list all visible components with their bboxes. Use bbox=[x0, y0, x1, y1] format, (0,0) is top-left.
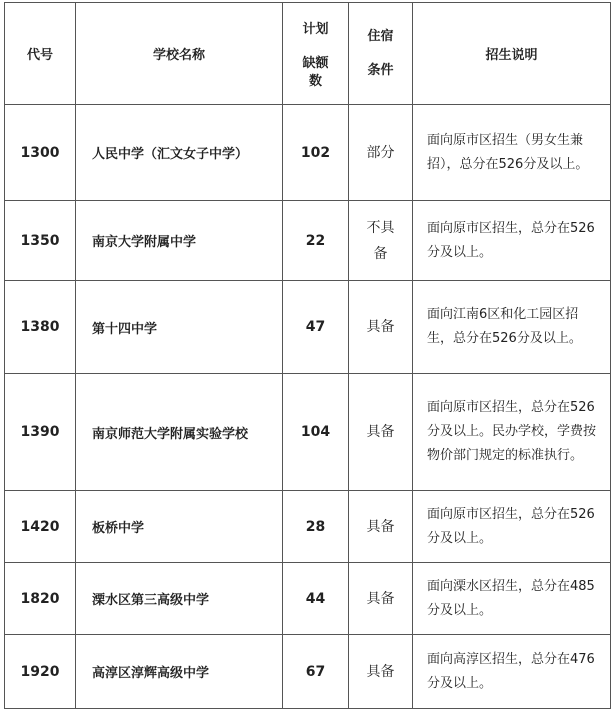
cell-school-name: 南京大学附属中学 bbox=[76, 201, 283, 281]
table-row bbox=[5, 105, 611, 201]
header-quota-line1: 计划 bbox=[302, 21, 329, 37]
cell-admission-note: 面向原市区招生，总分在526分及以上。民办学校，学费按物价部门规定的标准执行。 bbox=[413, 374, 611, 491]
cell-boarding bbox=[349, 374, 413, 491]
admissions-table-container bbox=[4, 2, 610, 709]
cell-quota: 102 bbox=[283, 105, 349, 201]
header-quota-line3: 数 bbox=[308, 73, 322, 89]
table-row bbox=[5, 374, 611, 491]
cell-boarding bbox=[349, 491, 413, 563]
header-admission-notes: 招生说明 bbox=[413, 3, 611, 105]
cell-code: 1390 bbox=[5, 374, 76, 491]
table-row bbox=[5, 201, 611, 281]
cell-admission-note: 面向原市区招生（男女生兼招），总分在526分及以上。 bbox=[413, 105, 611, 201]
cell-quota: 104 bbox=[283, 374, 349, 491]
cell-admission-note: 面向江南6区和化工园区招生，总分在526分及以上。 bbox=[413, 281, 611, 374]
cell-boarding bbox=[349, 281, 413, 374]
cell-school-name: 高淳区淳辉高级中学 bbox=[76, 635, 283, 709]
cell-school-name: 溧水区第三高级中学 bbox=[76, 563, 283, 635]
header-code: 代号 bbox=[5, 3, 76, 105]
table-row bbox=[5, 281, 611, 374]
cell-quota: 22 bbox=[283, 201, 349, 281]
table-header-row bbox=[5, 3, 611, 105]
header-boarding-line1: 住宿 bbox=[367, 28, 394, 44]
table-row bbox=[5, 635, 611, 709]
cell-code: 1920 bbox=[5, 635, 76, 709]
cell-boarding-text: 具备 bbox=[366, 663, 395, 680]
cell-boarding-text: 不具备 bbox=[366, 219, 395, 262]
cell-school-name: 人民中学（汇文女子中学） bbox=[76, 105, 283, 201]
cell-quota: 67 bbox=[283, 635, 349, 709]
cell-code: 1350 bbox=[5, 201, 76, 281]
cell-boarding bbox=[349, 201, 413, 281]
cell-quota: 47 bbox=[283, 281, 349, 374]
cell-code: 1420 bbox=[5, 491, 76, 563]
header-boarding bbox=[349, 3, 413, 105]
cell-admission-note: 面向溧水区招生，总分在485分及以上。 bbox=[413, 563, 611, 635]
cell-boarding bbox=[349, 563, 413, 635]
cell-boarding bbox=[349, 105, 413, 201]
cell-school-name: 南京师范大学附属实验学校 bbox=[76, 374, 283, 491]
cell-boarding-text: 具备 bbox=[366, 424, 395, 440]
cell-quota: 44 bbox=[283, 563, 349, 635]
cell-boarding-text: 具备 bbox=[366, 518, 395, 535]
cell-quota: 28 bbox=[283, 491, 349, 563]
cell-code: 1380 bbox=[5, 281, 76, 374]
cell-boarding-text: 具备 bbox=[366, 590, 395, 607]
header-quota bbox=[283, 3, 349, 105]
cell-boarding-text: 具备 bbox=[366, 319, 395, 335]
cell-admission-note: 面向原市区招生，总分在526分及以上。 bbox=[413, 201, 611, 281]
admissions-table bbox=[4, 2, 611, 709]
table-row bbox=[5, 563, 611, 635]
cell-boarding-text: 部分 bbox=[366, 144, 395, 161]
cell-admission-note: 面向高淳区招生，总分在476分及以上。 bbox=[413, 635, 611, 709]
header-boarding-line2: 条件 bbox=[367, 62, 394, 78]
header-quota-line2: 缺额 bbox=[302, 55, 329, 71]
table-row bbox=[5, 491, 611, 563]
cell-code: 1300 bbox=[5, 105, 76, 201]
cell-school-name: 板桥中学 bbox=[76, 491, 283, 563]
cell-admission-note: 面向原市区招生，总分在526分及以上。 bbox=[413, 491, 611, 563]
header-school-name: 学校名称 bbox=[76, 3, 283, 105]
cell-boarding bbox=[349, 635, 413, 709]
cell-school-name: 第十四中学 bbox=[76, 281, 283, 374]
cell-code: 1820 bbox=[5, 563, 76, 635]
